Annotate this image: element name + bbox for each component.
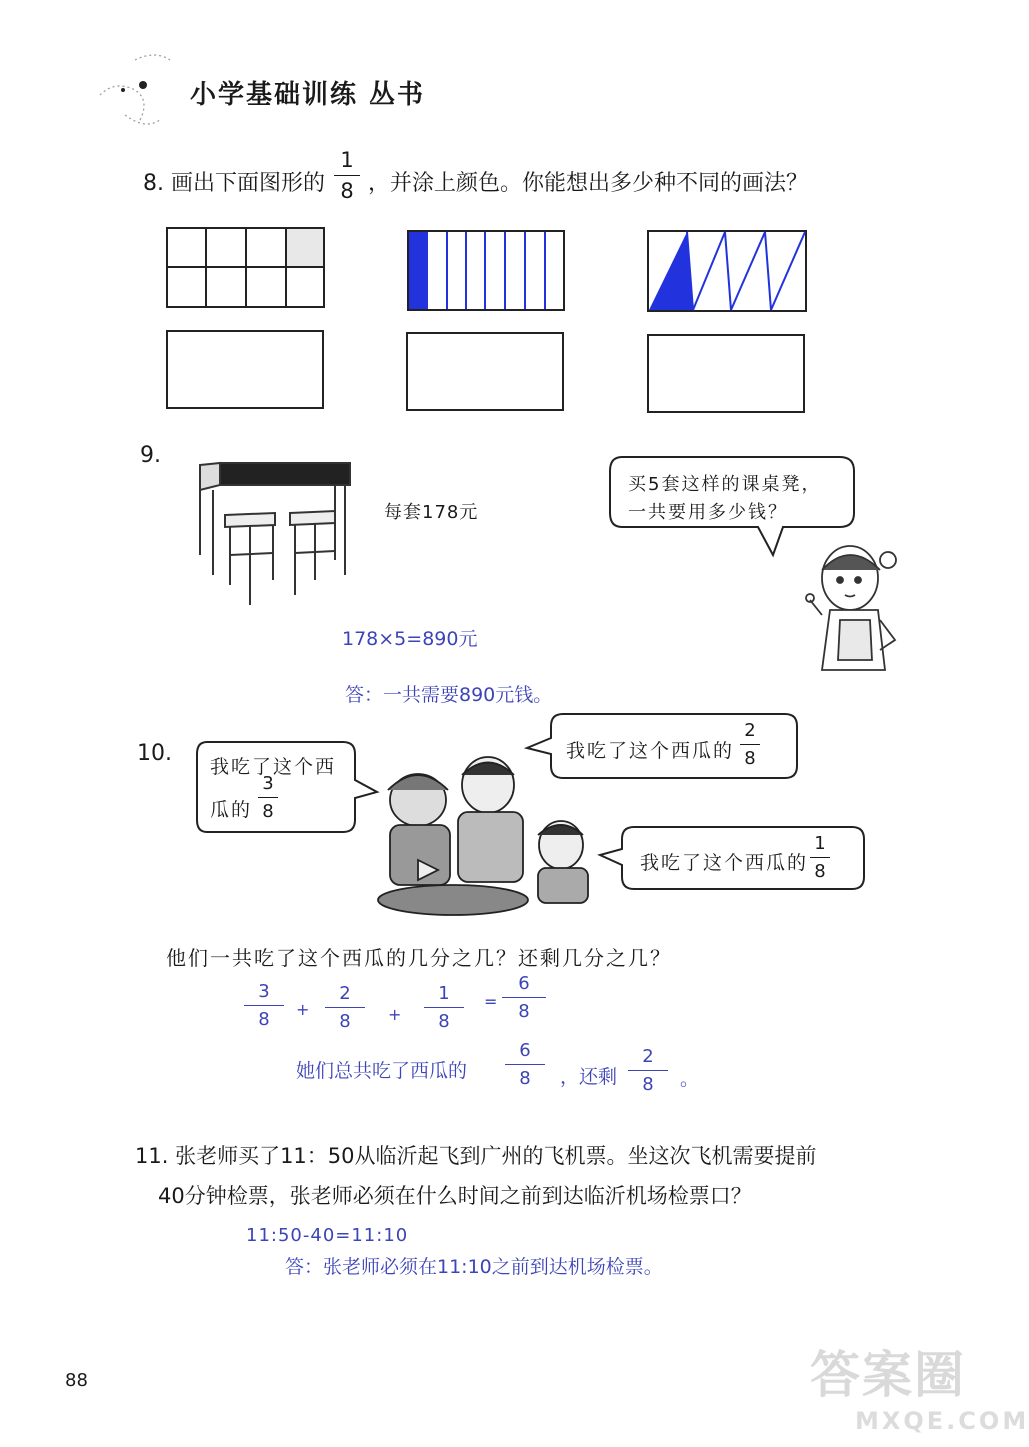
q11-line2: 40分钟检票，张老师必须在什么时间之前到达临沂机场检票口？ xyxy=(158,1184,752,1208)
q10-right-bubble-fraction xyxy=(810,835,830,881)
desk-and-chairs-illustration xyxy=(195,455,365,610)
q10-answer-fraction xyxy=(505,1042,545,1088)
q10-answer-frac-num: 6 xyxy=(519,1040,531,1061)
q8-frac-den: 8 xyxy=(340,179,354,203)
q11-line1: 11. 张老师买了11：50从临沂起飞到广州的飞机票。坐这次飞机需要提前 xyxy=(135,1144,817,1168)
q10-left-bubble-line1: 我吃了这个西 xyxy=(210,756,337,778)
q8-empty-box-3[interactable] xyxy=(647,334,805,413)
page-number: 88 xyxy=(65,1370,88,1391)
q10-eq-f3-num: 1 xyxy=(438,983,450,1004)
q10-eq-fraction-2 xyxy=(325,985,365,1031)
q8-fraction xyxy=(334,150,360,202)
q8-triangles-shape[interactable] xyxy=(647,230,809,314)
q11-answer-text: 答：张老师必须在11:10之前到达机场检票。 xyxy=(285,1256,663,1278)
girl-illustration xyxy=(800,540,910,680)
q8-line xyxy=(143,166,325,197)
children-eating-watermelon-illustration xyxy=(378,750,598,920)
q10-answer-fraction-2 xyxy=(628,1048,668,1094)
q10-number: 10. xyxy=(137,741,172,766)
q10-answer-end: 。 xyxy=(680,1068,700,1090)
q10-left-frac-den: 8 xyxy=(262,801,274,822)
q10-right-frac-den: 8 xyxy=(814,861,826,882)
q9-number: 9. xyxy=(140,443,161,468)
q8-text-before: 画出下面图形的 xyxy=(171,171,326,196)
q10-left-bubble-line2: 瓜的 xyxy=(210,799,253,821)
q8-stripes-shape[interactable] xyxy=(407,230,567,312)
book-series-title: 小学基础训练 丛书 xyxy=(190,80,426,110)
q8-frac-num: 1 xyxy=(340,148,354,172)
q8-number: 8. xyxy=(143,171,164,196)
q10-eq-res-num: 6 xyxy=(518,973,530,994)
q10-eq-f3-den: 8 xyxy=(438,1011,450,1032)
q11-answer-calc: 11:50-40=11:10 xyxy=(246,1225,409,1246)
q10-top-frac-num: 2 xyxy=(744,720,756,741)
q10-eq-f2-den: 8 xyxy=(339,1011,351,1032)
q10-left-bubble-fraction xyxy=(258,775,278,821)
q10-eq-res-den: 8 xyxy=(518,1001,530,1022)
q10-eq-f1-den: 8 xyxy=(258,1009,270,1030)
q10-answer-frac-den: 8 xyxy=(519,1068,531,1089)
header-decoration-icon xyxy=(95,40,185,135)
q10-eq-plus-2: + xyxy=(388,1005,402,1024)
q8-grid-shape[interactable] xyxy=(166,227,326,309)
q10-eq-equals: = xyxy=(484,992,498,1011)
q10-eq-fraction-1 xyxy=(244,983,284,1029)
q10-eq-f1-num: 3 xyxy=(258,981,270,1002)
q9-answer-calc: 178×5=890元 xyxy=(342,628,478,650)
q10-eq-f2-num: 2 xyxy=(339,983,351,1004)
q10-answer-mid: ，还剩 xyxy=(560,1066,618,1088)
q9-answer-text: 答：一共需要890元钱。 xyxy=(345,684,553,706)
q8-empty-box-1[interactable] xyxy=(166,330,324,409)
q10-top-frac-den: 8 xyxy=(744,748,756,769)
q10-left-frac-num: 3 xyxy=(262,773,274,794)
q10-answer-frac2-den: 8 xyxy=(642,1074,654,1095)
q10-question: 他们一共吃了这个西瓜的几分之几？还剩几分之几？ xyxy=(166,946,672,970)
watermark-logo xyxy=(810,1335,1029,1435)
q10-top-bubble-fraction xyxy=(740,722,760,768)
q10-eq-fraction-3 xyxy=(424,985,464,1031)
watermark-text: 答案圈 xyxy=(810,1346,966,1404)
q10-right-bubble-text: 我吃了这个西瓜的 xyxy=(640,852,809,874)
q9-speech-line1: 买5套这样的课桌凳， xyxy=(628,474,822,495)
q9-price-label: 每套178元 xyxy=(384,502,479,523)
q8-text-after: ，并涂上颜色。你能想出多少种不同的画法？ xyxy=(368,171,809,196)
q9-speech-line2: 一共要用多少钱？ xyxy=(628,502,788,523)
q10-right-frac-num: 1 xyxy=(814,833,826,854)
q10-answer-frac2-num: 2 xyxy=(642,1046,654,1067)
watermark-url: MXQE.COM xyxy=(855,1407,1029,1435)
q10-top-bubble-text: 我吃了这个西瓜的 xyxy=(566,740,735,762)
q10-answer-prefix: 她们总共吃了西瓜的 xyxy=(296,1060,468,1082)
q8-empty-box-2[interactable] xyxy=(406,332,564,411)
q10-eq-plus-1: + xyxy=(296,1000,310,1019)
q10-eq-result xyxy=(502,975,546,1021)
